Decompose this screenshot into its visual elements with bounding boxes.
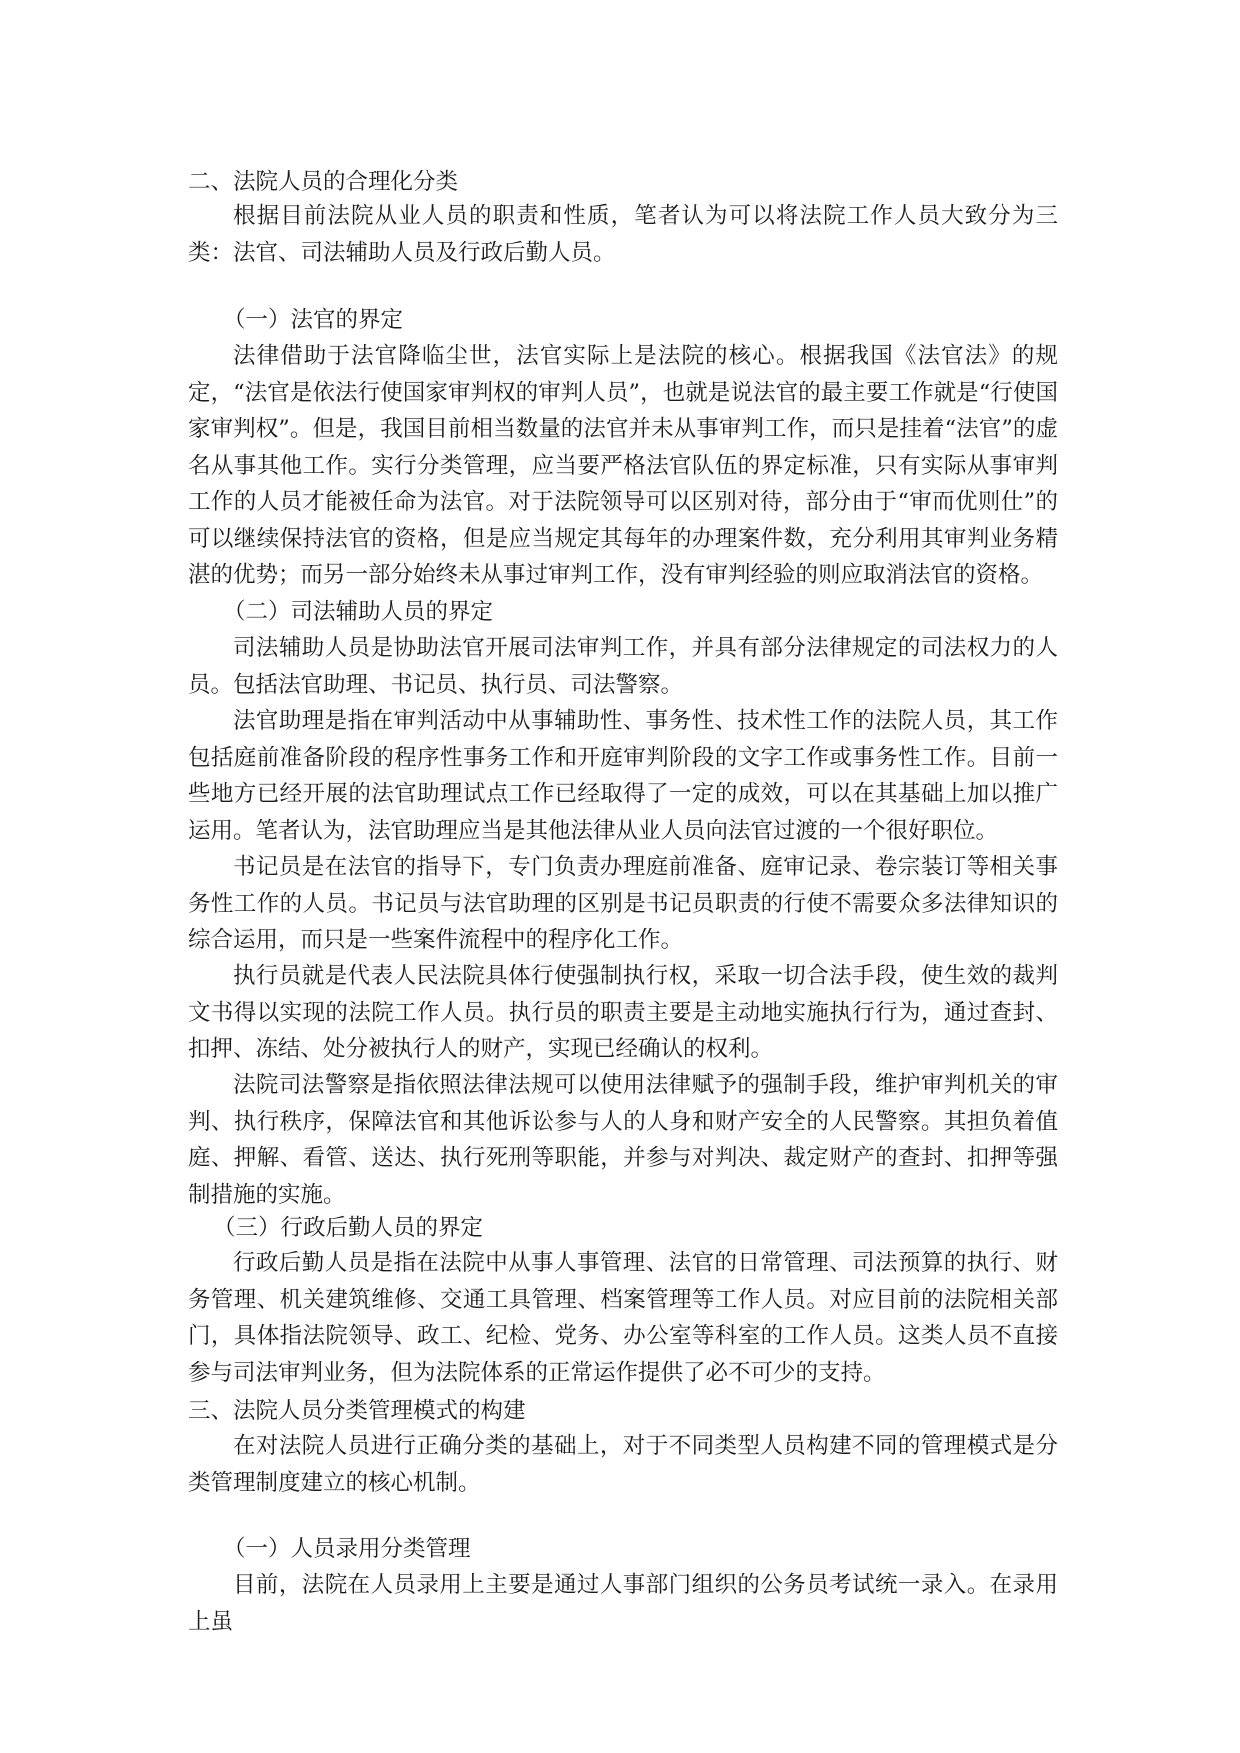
paragraph: 法律借助于法官降临尘世，法官实际上是法院的核心。根据我国《法官法》的规定，“法官是依法行使国家审判权的审判人员”，也就是说法官的最主要工作就是“行使国家审判权”。但是，我国目前相当数量的法官并未从事审判工作，而只是挂着“法官”的虚名从事其他工作。实行分类管理，应当要严格法官队伍的界定标准，只有实际从事审判工作的人员才能被任命为法官。对于法院领导可以区别对待，部分由于“审而优则仕”的可以继续保持法官的资格，但是应当规定其每年的办理案件数，充分利用其审判业务精湛的优势；而另一部分始终未从事过审判工作，没有审判经验的则应取消法官的资格。 [188,343,1058,588]
paragraph: 行政后勤人员是指在法院中从事人事管理、法官的日常管理、司法预算的执行、财务管理、机关建筑维修、交通工具管理、档案管理等工作人员。对应目前的法院相关部门，具体指法院领导、政工、纪检、党务、办公室等科室的工作人员。这类人员不直接参与司法审判业务，但为法院体系的正常运作提供了必不可少的支持。 [188,1250,1058,1386]
paragraph: 根据目前法院从业人员的职责和性质，笔者认为可以将法院工作人员大致分为三类：法官、司法辅助人员及行政后勤人员。 [188,203,1058,266]
subsection-heading: （一）人员录用分类管理 [223,1536,471,1562]
subsection-heading: （一）法官的界定 [223,307,404,333]
paragraph: 司法辅助人员是协助法官开展司法审判工作，并具有部分法律规定的司法权力的人员。包括法官助理、书记员、执行员、司法警察。 [188,635,1058,698]
paragraph: 法院司法警察是指依照法律法规可以使用法律赋予的强制手段，维护审判机关的审判、执行秩序，保障法官和其他诉讼参与人的人身和财产安全的人民警察。其担负着值庭、押解、看管、送达、执行死刑等职能，并参与对判决、裁定财产的查封、扣押等强制措施的实施。 [188,1072,1058,1208]
paragraph: 书记员是在法官的指导下，专门负责办理庭前准备、庭审记录、卷宗装订等相关事务性工作的人员。书记员与法官助理的区别是书记员职责的行使不需要众多法律知识的综合运用，而只是一些案件流程中的程序化工作。 [188,854,1058,953]
section-heading: 二、法院人员的合理化分类 [188,169,459,195]
paragraph: 目前，法院在人员录用上主要是通过人事部门组织的公务员考试统一录入。在录用上虽 [188,1572,1058,1635]
paragraph: 法官助理是指在审判活动中从事辅助性、事务性、技术性工作的法院人员，其工作包括庭前准备阶段的程序性事务工作和开庭审判阶段的文字工作或事务性工作。目前一些地方已经开展的法官助理试点工作已经取得了一定的成效，可以在其基础上加以推广运用。笔者认为，法官助理应当是其他法律从业人员向法官过渡的一个很好职位。 [188,708,1058,844]
paragraph: 执行员就是代表人民法院具体行使强制执行权，采取一切合法手段，使生效的裁判文书得以实现的法院工作人员。执行员的职责主要是主动地实施执行行为，通过查封、扣押、冻结、处分被执行人的财产，实现已经确认的权利。 [188,963,1058,1062]
paragraph: 在对法院人员进行正确分类的基础上，对于不同类型人员构建不同的管理模式是分类管理制度建立的核心机制。 [188,1433,1058,1496]
section-heading: 三、法院人员分类管理模式的构建 [188,1398,526,1424]
subsection-heading: （二）司法辅助人员的界定 [223,599,494,625]
subsection-heading: （三）行政后勤人员的界定 [213,1215,484,1241]
